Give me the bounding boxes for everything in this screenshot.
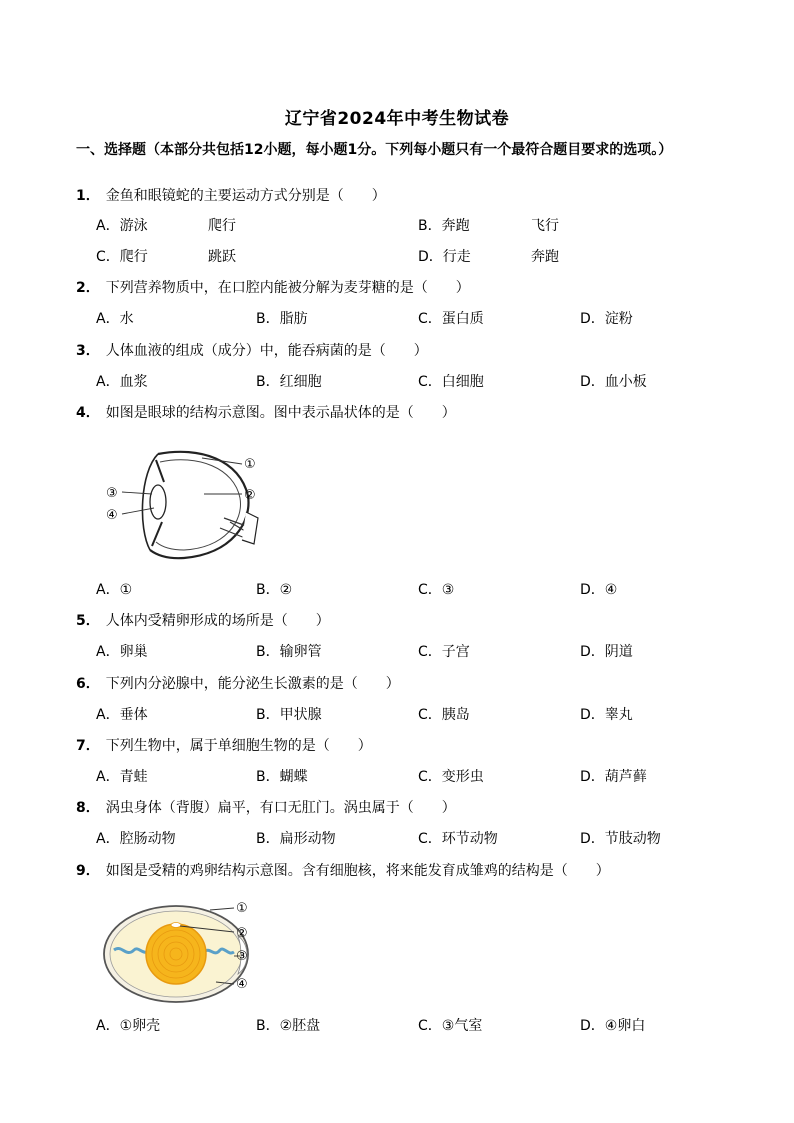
option-b: B．② — [256, 582, 293, 598]
option-d: D．睾丸 — [580, 707, 633, 723]
egg-label-4: ④ — [236, 977, 248, 992]
eye-label-1: ① — [244, 457, 256, 472]
egg-label-2: ② — [236, 926, 248, 941]
option-b: B．奔跑 — [418, 218, 470, 234]
option-c: C．③ — [418, 582, 455, 598]
option-a: A．青蛙 — [96, 769, 148, 785]
question-number: 3． — [76, 343, 100, 359]
question-9 — [76, 861, 610, 881]
option-a: A．①卵壳 — [96, 1018, 161, 1034]
question-stem: 金鱼和眼镜蛇的主要运动方式分别是（ ） — [105, 188, 386, 204]
eye-label-2: ② — [244, 488, 256, 503]
question-stem: 如图是受精的鸡卵结构示意图。含有细胞核，将来能发育成雏鸡的结构是（ ） — [105, 863, 610, 879]
option-c: C．变形虫 — [418, 769, 484, 785]
option-b: B．红细胞 — [256, 374, 322, 390]
option-b-second: 飞行 — [531, 218, 559, 234]
option-a: A．腔肠动物 — [96, 831, 176, 847]
option-c: C．子宫 — [418, 644, 470, 660]
egg-label-3: ③ — [236, 949, 248, 964]
question-number: 1． — [76, 188, 100, 204]
option-d: D．血小板 — [580, 374, 647, 390]
eye-label-4: ④ — [106, 508, 118, 523]
option-c: C．蛋白质 — [418, 311, 484, 327]
option-b: B．②胚盘 — [256, 1018, 321, 1034]
eye-diagram — [100, 442, 270, 566]
option-d-second: 奔跑 — [531, 249, 559, 265]
option-c: C．③气室 — [418, 1018, 483, 1034]
option-d: D．行走 — [418, 249, 471, 265]
option-a: A．血浆 — [96, 374, 148, 390]
option-a: A．水 — [96, 311, 134, 327]
question-2 — [76, 278, 470, 298]
question-number: 6． — [76, 676, 100, 692]
question-stem: 涡虫身体（背腹）扁平，有口无肛门。涡虫属于（ ） — [105, 800, 456, 816]
question-number: 8． — [76, 800, 100, 816]
question-6 — [76, 674, 400, 694]
option-d: D．葫芦藓 — [580, 769, 647, 785]
question-7 — [76, 736, 372, 756]
option-d: D．④ — [580, 582, 618, 598]
question-stem: 人体内受精卵形成的场所是（ ） — [105, 613, 330, 629]
option-c-second: 跳跃 — [208, 249, 236, 265]
option-b: B．蝴蝶 — [256, 769, 308, 785]
question-number: 7． — [76, 738, 100, 754]
option-a: A．① — [96, 582, 133, 598]
question-number: 5． — [76, 613, 100, 629]
question-stem: 下列生物中，属于单细胞生物的是（ ） — [105, 738, 372, 754]
question-number: 9． — [76, 863, 100, 879]
question-4 — [76, 403, 456, 423]
option-c: C．白细胞 — [418, 374, 484, 390]
question-stem: 下列内分泌腺中，能分泌生长激素的是（ ） — [105, 676, 400, 692]
question-8 — [76, 798, 456, 818]
question-1 — [76, 186, 386, 206]
eye-label-3: ③ — [106, 486, 118, 501]
option-a: A．卵巢 — [96, 644, 148, 660]
option-c: C．环节动物 — [418, 831, 498, 847]
question-number: 2． — [76, 280, 100, 296]
option-b: B．输卵管 — [256, 644, 322, 660]
question-3 — [76, 341, 428, 361]
option-a-second: 爬行 — [208, 218, 236, 234]
page-title: 辽宁省2024年中考生物试卷 — [284, 109, 510, 129]
option-d: D．淀粉 — [580, 311, 633, 327]
option-b: B．扁形动物 — [256, 831, 336, 847]
question-number: 4． — [76, 405, 100, 421]
option-c: C．胰岛 — [418, 707, 470, 723]
option-c: C．爬行 — [96, 249, 148, 265]
question-5 — [76, 611, 330, 631]
egg-label-1: ① — [236, 901, 248, 916]
option-a: A．游泳 — [96, 218, 148, 234]
section-heading: 一、选择题（本部分共包括12小题，每小题1分。下列每小题只有一个最符合题目要求的选项。） — [76, 142, 673, 158]
option-a: A．垂体 — [96, 707, 148, 723]
option-d: D．④卵白 — [580, 1018, 646, 1034]
option-b: B．脂肪 — [256, 311, 308, 327]
option-b: B．甲状腺 — [256, 707, 322, 723]
question-stem: 下列营养物质中，在口腔内能被分解为麦芽糖的是（ ） — [105, 280, 470, 296]
question-stem: 人体血液的组成（成分）中，能吞病菌的是（ ） — [105, 343, 428, 359]
option-d: D．节肢动物 — [580, 831, 661, 847]
question-stem: 如图是眼球的结构示意图。图中表示晶状体的是（ ） — [105, 405, 456, 421]
egg-diagram — [100, 896, 270, 1008]
option-d: D．阴道 — [580, 644, 633, 660]
